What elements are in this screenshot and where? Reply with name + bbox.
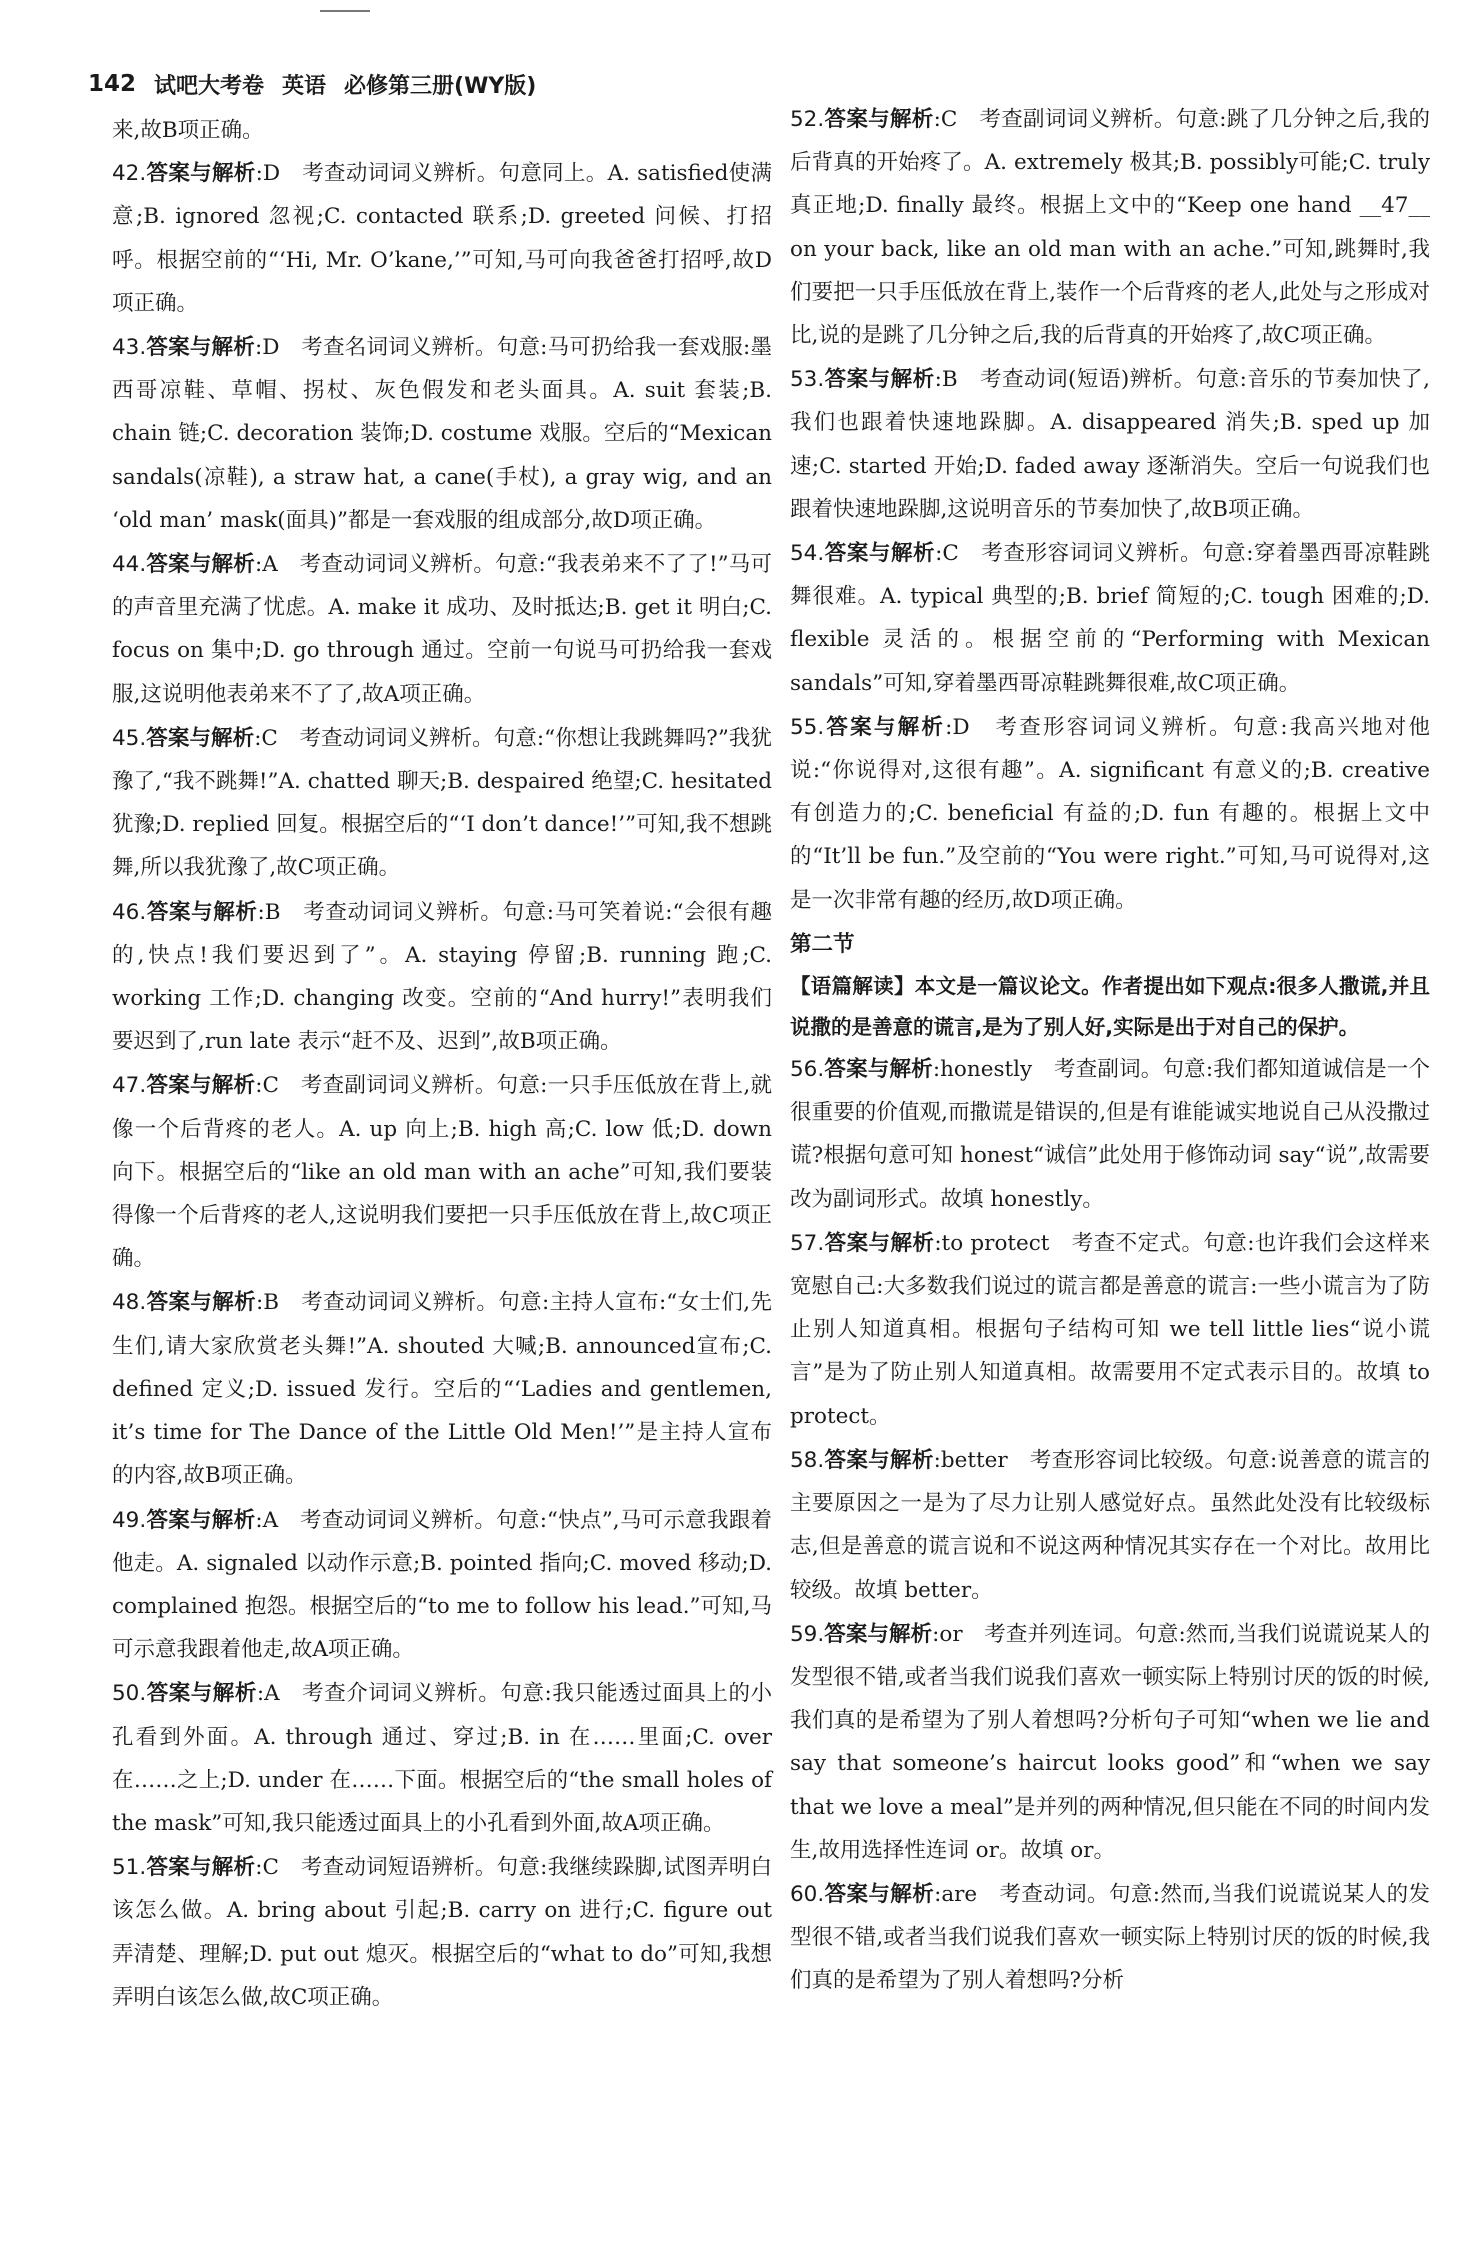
answer-label: 答案与解析 [146,1681,257,1707]
answer-number: 55. [790,714,825,740]
answer-item [790,1873,1430,2003]
answer-text: :C 考查动词词义辨析。句意:“你想让我跳舞吗?”我犹豫了,“我不跳舞!”A. chatted 聊天;B. despaired 绝望;C. hesitated 犹豫;D. replied 回复。根据空后的“‘I don’t dance!’”可知,我不想跳舞,所以我犹豫了,故C项正确。 [112,725,772,881]
answer-item [112,891,772,1064]
answer-item [112,1672,772,1845]
page-number: 142 [88,71,137,97]
answer-text: :D 考查名词词义辨析。句意:马可扔给我一套戏服:墨西哥凉鞋、草帽、拐杖、灰色假发和老头面具。A. suit 套装;B. chain 链;C. decoration 装饰;D. costume 戏服。空后的“Mexican sandals(凉鞋), a straw hat, a cane(手杖), a gray wig, and an ‘old man’ mask(面具)”都是一套戏服的组成部分,故D项正确。 [112,335,772,533]
left-answer-list [112,152,772,2019]
answer-label: 答案与解析 [146,1507,256,1533]
answer-text: :C 考查副词词义辨析。句意:一只手压低放在背上,就像一个后背疼的老人。A. up 向上;B. high 高;C. low 低;D. down 向下。根据空后的“like an old man with an ache”可知,我们要装得像一个后背疼的老人,这说明我们要把一只手压低放在背上,故C项正确。 [112,1073,772,1272]
subject-title: 英语 [282,73,327,99]
answer-number: 45. [112,725,147,751]
answer-text: :better 考查形容词比较级。句意:说善意的谎言的主要原因之一是为了尽力让别人感觉好点。虽然此处没有比较级标志,但是善意的谎言说和不说这两种情况其实存在一个对比。故用比较级。故填 better。 [790,1447,1430,1603]
answer-number: 51. [112,1855,147,1881]
answer-text: :A 考查动词词义辨析。句意:“我表弟来不了了!”马可的声音里充满了忧虑。A. make it 成功、及时抵达;B. get it 明白;C. focus on 集中;D. go through 通过。空前一句说马可扔给我一套戏服,这说明他表弟来不了了,故A项正确。 [112,552,772,707]
answer-number: 54. [790,541,825,567]
answer-number: 46. [112,899,147,925]
answer-label: 答案与解析 [146,899,258,925]
answer-number: 52. [790,107,825,132]
answer-label: 答案与解析 [824,541,936,567]
answer-text: :honestly 考查副词。句意:我们都知道诚信是一个很重要的价值观,而撒谎是错误的,但是有谁能诚实地说自己从没撒过谎?根据句意可知 honest“诚信”此处用于修饰动词 say“说”,故需要改为副词形式。故填 honestly。 [790,1057,1430,1212]
right-column [790,98,1430,2004]
answer-number: 49. [112,1507,147,1533]
answer-number: 53. [790,367,825,393]
answer-label: 答案与解析 [146,161,256,187]
answer-number: 60. [790,1881,825,1907]
answer-label: 答案与解析 [824,1057,933,1083]
answer-text: :A 考查介词词义辨析。句意:我只能透过面具上的小孔看到外面。A. through 通过、穿过;B. in 在……里面;C. over 在……之上;D. under 在……下面。根据空后的“the small holes of the mask”可知,我只能透过面具上的小孔看到外面,故A项正确。 [112,1681,772,1836]
section-title: 第二节 [790,931,855,957]
answer-label: 答案与解析 [824,714,946,740]
answer-label: 答案与解析 [146,552,255,578]
page-header [88,64,768,104]
answer-label: 答案与解析 [824,367,935,393]
answer-label: 答案与解析 [146,725,255,751]
reading-text: 本文是一篇议论文。作者提出如下观点:很多人撒谎,并且说撒的是善意的谎言,是为了别人好,实际是出于对自己的保护。 [790,974,1431,1040]
answer-text: :B 考查动词(短语)辨析。句意:音乐的节奏加快了,我们也跟着快速地跺脚。A. disappeared 消失;B. sped up 加速;C. started 开始;D. faded away 逐渐消失。空后一句说我们也跟着快速地跺脚,这说明音乐的节奏加快了,故B项正确。 [790,367,1430,522]
answer-item [790,532,1430,705]
answer-number: 50. [112,1681,147,1707]
reading-label: 【语篇解读】 [790,974,915,999]
answer-label: 答案与解析 [146,1073,256,1099]
answer-number: 58. [790,1447,825,1473]
answer-number: 48. [112,1290,147,1316]
right-answer-list [790,98,1430,922]
answer-number: 43. [112,335,147,361]
answer-label: 答案与解析 [824,1881,935,1907]
answer-label: 答案与解析 [824,107,934,132]
answer-item [112,1064,772,1280]
left-column [112,109,772,2020]
answer-item [112,543,772,716]
answer-text: :D 考查动词词义辨析。句意同上。A. satisfied使满意;B. ignored 忽视;C. contacted 联系;D. greeted 问候、打招呼。根据空前的“‘Hi, Mr. O’kane,’”可知,马可向我爸爸打招呼,故D项正确。 [112,161,772,316]
answer-number: 44. [112,552,147,578]
answer-item [790,358,1430,531]
answer-number: 42. [112,161,147,187]
answer-label: 答案与解析 [146,1290,256,1316]
reading-summary [790,966,1430,1048]
answer-text: :are 考查动词。句意:然而,当我们说谎说某人的发型很不错,或者当我们说我们喜欢一顿实际上特别讨厌的饭的时候,我们真的是希望为了别人着想吗?分析 [790,1881,1430,1994]
answer-item [112,1499,772,1672]
continuation-text: 来,故B项正确。 [112,118,264,143]
answer-text: :to protect 考查不定式。句意:也许我们会这样来宽慰自己:大多数我们说过的谎言都是善意的谎言:一些小谎言为了防止别人知道真相。根据句子结构可知 we tell little lies“说小谎言”是为了防止别人知道真相。故需要用不定式表示目的。故填 to protect。 [790,1230,1430,1429]
answer-label: 答案与解析 [824,1447,934,1473]
answer-text: :C 考查动词短语辨析。句意:我继续跺脚,试图弄明白该怎么做。A. bring about 引起;B. carry on 进行;C. figure out 弄清楚、理解;D. put out 熄灭。根据空后的“what to do”可知,我想弄明白该怎么做,故C项正确。 [112,1855,772,2010]
answer-item [112,1281,772,1497]
answer-text: :A 考查动词词义辨析。句意:“快点”,马可示意我跟着他走。A. signaled 以动作示意;B. pointed 指向;C. moved 移动;D. complained 抱怨。根据空后的“to me to follow his lead.”可知,马可示意我跟着他走,故A项正确。 [112,1507,772,1663]
book-title: 必修第三册(WY版) [344,73,537,99]
series-title: 试吧大考卷 [154,73,265,99]
answer-item [790,1222,1430,1438]
answer-number: 59. [790,1621,825,1647]
answer-number: 47. [112,1073,147,1099]
answer-text: :B 考查动词词义辨析。句意:主持人宣布:“女士们,先生们,请大家欣赏老头舞!”A. shouted 大喊;B. announced宣布;C. defined 定义;D. issued 发行。空后的“‘Ladies and gentlemen, it’s time for The Dance of the Little Old Men!’”是主持人宣布的内容,故B项正确。 [112,1290,772,1489]
answer-text: :B 考查动词词义辨析。句意:马可笑着说:“会很有趣的,快点!我们要迟到了”。A. staying 停留;B. running 跑;C. working 工作;D. changing 改变。空前的“And hurry!”表明我们要迟到了,run late 表示“赶不及、迟到”,故B项正确。 [112,899,772,1055]
right-answer-list-2 [790,1048,1430,2002]
answer-item [112,152,772,325]
top-rule [320,10,370,12]
answer-item [790,1439,1430,1612]
answer-text: :C 考查副词词义辨析。句意:跳了几分钟之后,我的后背真的开始疼了。A. extremely 极其;B. possibly可能;C. truly 真正地;D. finally 最终。根据上文中的“Keep one hand __47__ on your back, like an old man with an ache.”可知,跳舞时,我们要把一只手压低放在背上,装作一个后背疼的老人,此处与之形成对比,说的是跳了几分钟之后,我的后背真的开始疼了,故C项正确。 [790,107,1430,349]
answer-item [112,1846,772,2019]
answer-item [790,1613,1430,1872]
answer-item [112,326,772,542]
answer-label: 答案与解析 [146,335,255,361]
answer-label: 答案与解析 [824,1230,935,1256]
answer-text: :D 考查形容词词义辨析。句意:我高兴地对他说:“你说得对,这很有趣”。A. significant 有意义的;B. creative 有创造力的;C. beneficial 有益的;D. fun 有趣的。根据上文中的“It’ll be fun.”及空前的“You were right.”可知,马可说得对,这是一次非常有趣的经历,故D项正确。 [790,714,1430,913]
answer-item [112,717,772,890]
answer-text: :C 考查形容词词义辨析。句意:穿着墨西哥凉鞋跳舞很难。A. typical 典型的;B. brief 简短的;C. tough 困难的;D. flexible 灵活的。根据空前的“Performing with Mexican sandals”可知,穿着墨西哥凉鞋跳舞很难,故C项正确。 [790,541,1430,696]
answer-text: :or 考查并列连词。句意:然而,当我们说谎说某人的发型很不错,或者当我们说我们喜欢一顿实际上特别讨厌的饭的时候,我们真的是希望为了别人着想吗?分析句子可知“when we lie and say that someone’s haircut looks good”和“when we say that we love a meal”是并列的两种情况,但只能在不同的时间内发生,故用选择性连词 or。故填 or。 [790,1621,1430,1863]
answer-label: 答案与解析 [824,1621,933,1647]
answer-item [790,706,1430,922]
answer-label: 答案与解析 [146,1855,256,1881]
answer-number: 56. [790,1057,825,1083]
answer-number: 57. [790,1230,825,1256]
answer-item [790,98,1430,357]
answer-item [790,1048,1430,1221]
